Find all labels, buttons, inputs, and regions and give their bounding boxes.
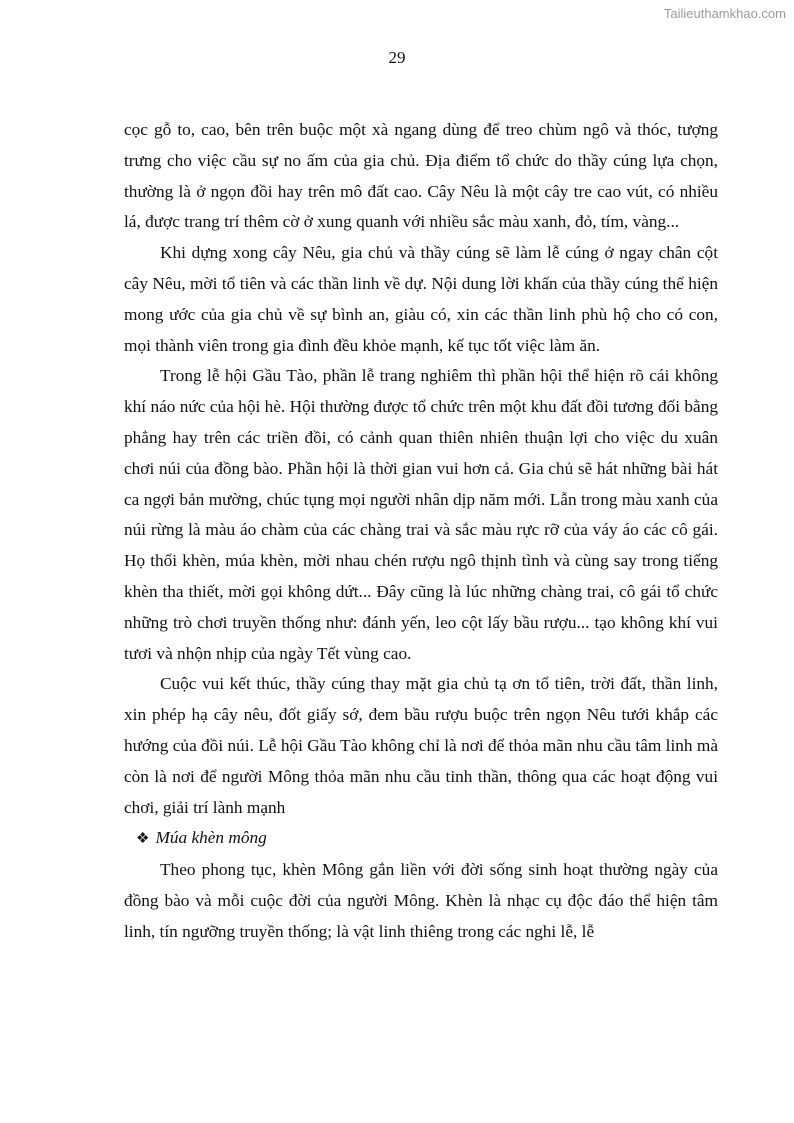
section-heading (124, 823, 718, 855)
paragraph-3: Trong lễ hội Gầu Tào, phần lễ trang nghiêm thì phần hội thể hiện rõ cái không khí náo nức của hội hè. Hội thường được tổ chức trên một khu đất đồi tương đối bằng phẳng hay trên các triền đồi, có cảnh quan thiên nhiên thuận lợi cho việc du xuân chơi núi của đồng bào. Phần hội là thời gian vui hơn cả. Gia chủ sẽ hát những bài hát ca ngợi bản mường, chúc tụng mọi người nhân dịp năm mới. Lẫn trong màu xanh của núi rừng là màu áo chàm của các chàng trai và sắc màu rực rỡ của váy áo các cô gái. Họ thổi khèn, múa khèn, mời nhau chén rượu ngô thịnh tình và cùng say trong tiếng khèn tha thiết, mời gọi không dứt... Đây cũng là lúc những chàng trai, cô gái tổ chức những trò chơi truyền thống như: đánh yến, leo cột lấy bầu rượu... tạo không khí vui tươi và nhộn nhịp của ngày Tết vùng cao. (124, 366, 718, 663)
paragraph-2: Khi dựng xong cây Nêu, gia chủ và thầy cúng sẽ làm lễ cúng ở ngay chân cột cây Nêu, mời tổ tiên và các thần linh về dự. Nội dung lời khấn của thầy cúng thể hiện mong ước của gia chủ về sự bình an, giàu có, xin các thần linh phù hộ cho có con, mọi thành viên trong gia đình đều khỏe mạnh, kế tục tốt việc làm ăn. (124, 243, 718, 355)
paragraph-4: Cuộc vui kết thúc, thầy cúng thay mặt gia chủ tạ ơn tổ tiên, trời đất, thần linh, xin phép hạ cây nêu, đốt giấy sớ, đem bầu rượu buộc trên ngọn Nêu tưới khắp các hướng của đồi núi. Lễ hội Gầu Tào không chỉ là nơi để thỏa mãn nhu cầu tâm linh mà còn là nơi để người Mông thỏa mãn nhu cầu tinh thần, thông qua các hoạt động vui chơi, giải trí lành mạnh (124, 674, 718, 817)
watermark: Tailieuthamkhao.com (663, 6, 786, 21)
page-body (124, 115, 718, 948)
page-number: 29 (388, 48, 406, 67)
diamond-bullet-icon: ❖ (136, 831, 150, 848)
section-title: Múa khèn mông (155, 828, 267, 848)
paragraph-5: Theo phong tục, khèn Mông gắn liền với đời sống sinh hoạt thường ngày của đồng bào và mỗi cuộc đời của người Mông. Khèn là nhạc cụ độc đáo thể hiện tâm linh, tín ngưỡng truyền thống; là vật linh thiêng trong các nghi lễ, lễ (124, 860, 718, 941)
paragraph-1: cọc gỗ to, cao, bên trên buộc một xà ngang dùng để treo chùm ngô và thóc, tượng trưng cho việc cầu sự no ấm của gia chủ. Địa điểm tổ chức do thầy cúng lựa chọn, thường là ở ngọn đồi hay trên mô đất cao. Cây Nêu là một cây tre cao vút, có nhiều lá, được trang trí thêm cờ ở xung quanh với nhiều sắc màu xanh, đỏ, tím, vàng... (124, 120, 718, 232)
